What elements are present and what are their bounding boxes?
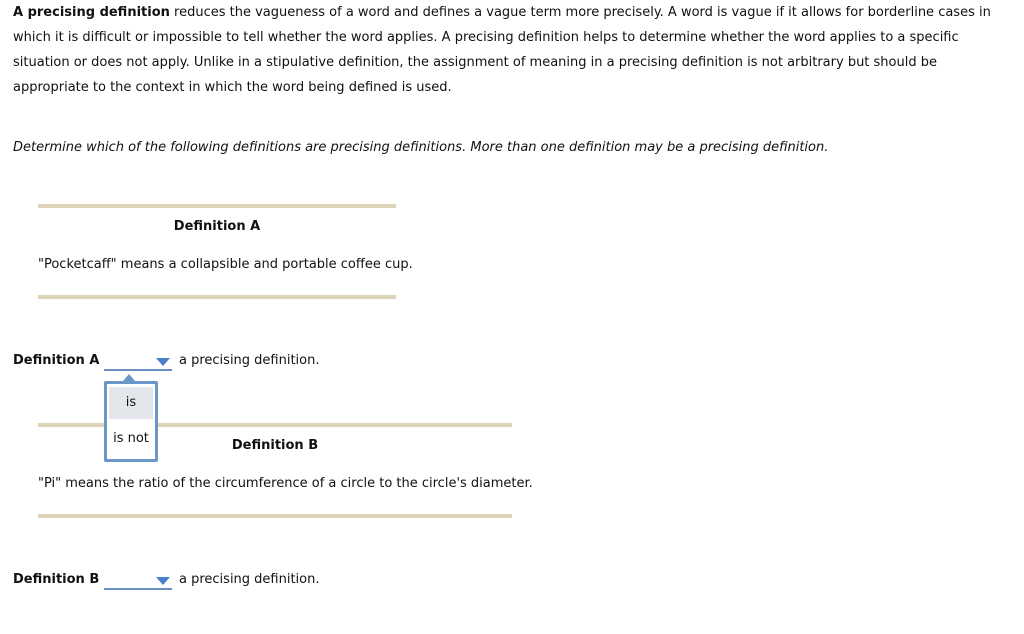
answer-b-dropdown[interactable] bbox=[104, 572, 172, 590]
answer-row-a bbox=[13, 353, 413, 373]
instruction-text: Determine which of the following definitions are precising definitions. More than one definition may be a precising definition. bbox=[13, 140, 829, 155]
answer-row-b bbox=[13, 572, 413, 592]
dropdown-menu-caret bbox=[123, 374, 135, 381]
intro-text: reduces the vagueness of a word and defines a vague term more precisely. A word is vague if it allows for borderline cases in which it is difficult or impossible to tell whether the word applies. A precising definition helps to determine whether the word applies to a specific situation or does not apply. Unlike in a stipulative definition, the assignment of meaning in a precising definition is not arbitrary but should be appropriate to the context in which the word being defined is used. bbox=[13, 5, 991, 95]
dropdown-option-is[interactable]: is bbox=[109, 387, 153, 419]
answer-a-suffix: a precising definition. bbox=[179, 353, 320, 368]
answer-b-label: Definition B bbox=[13, 572, 100, 587]
definition-a-text: "Pocketcaff" means a collapsible and portable coffee cup. bbox=[38, 257, 413, 272]
intro-term: A precising definition bbox=[13, 5, 170, 20]
definition-a-bottom-rule bbox=[38, 295, 396, 299]
intro-paragraph bbox=[13, 0, 1003, 100]
dropdown-option-is-not[interactable]: is not bbox=[109, 423, 153, 455]
answer-b-suffix: a precising definition. bbox=[179, 572, 320, 587]
definition-b-text: "Pi" means the ratio of the circumference of a circle to the circle's diameter. bbox=[38, 476, 533, 491]
definition-b-bottom-rule bbox=[38, 514, 512, 518]
chevron-down-icon bbox=[156, 577, 170, 585]
definition-a-title: Definition A bbox=[173, 219, 261, 234]
answer-a-label: Definition A bbox=[13, 353, 100, 368]
definition-b-title: Definition B bbox=[231, 438, 319, 453]
chevron-down-icon bbox=[156, 358, 170, 366]
answer-a-dropdown-menu bbox=[104, 381, 158, 462]
definition-a-top-rule bbox=[38, 204, 396, 208]
answer-a-dropdown[interactable] bbox=[104, 353, 172, 371]
